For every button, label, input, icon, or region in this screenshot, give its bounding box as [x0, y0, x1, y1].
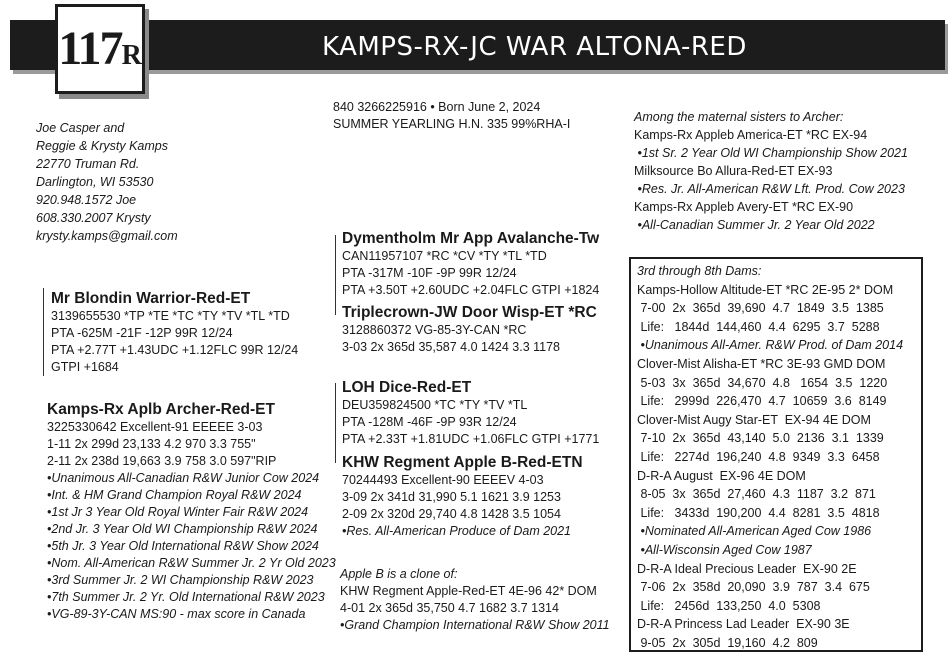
animal-title: KAMPS-RX-JC WAR ALTONA-RED — [322, 32, 747, 62]
maternal-gsire-name: LOH Dice-Red-ET — [342, 379, 472, 396]
maternal-gdam-block — [342, 453, 583, 540]
dam-honor: •3rd Summer Jr. 2 WI Championship R&W 2023 — [47, 573, 314, 587]
dam-record-line: Life: 2456d 133,250 4.0 5308 — [637, 598, 821, 613]
clone-intro: Apple B is a clone of: — [340, 567, 458, 581]
dam-record-line: Clover-Mist Alisha-ET *RC 3E-93 GMD DOM — [637, 356, 886, 371]
owner-line: 608.330.2007 Krysty — [36, 211, 151, 225]
dam-name: Kamps-Rx Aplb Archer-Red-ET — [47, 401, 275, 418]
sisters-intro: Among the maternal sisters to Archer: — [634, 110, 844, 124]
paternal-gsire-line: CAN11957107 *RC *CV *TY *TL *TD — [342, 249, 547, 263]
paternal-gdam-name: Triplecrown-JW Door Wisp-ET *RC — [342, 304, 597, 321]
animal-info — [333, 99, 570, 133]
sister-line: •Res. Jr. All-American R&W Lft. Prod. Cow 2023 — [634, 182, 905, 196]
dam-line: 3225330642 Excellent-91 EEEEE 3-03 — [47, 420, 263, 434]
dam-block — [47, 400, 336, 623]
paternal-gsire-bracket — [335, 235, 336, 315]
dam-line: 2-11 2x 238d 19,663 3.9 758 3.0 597"RIP — [47, 454, 277, 468]
dam-record-line: Kamps-Hollow Altitude-ET *RC 2E-95 2* DOM — [637, 282, 894, 297]
dam-honor: •Nom. All-American R&W Summer Jr. 2 Yr Old 2023 — [47, 556, 336, 570]
dam-line: 1-11 2x 299d 23,133 4.2 970 3.3 755" — [47, 437, 256, 451]
dams-content — [637, 262, 903, 652]
lot-number-box — [55, 4, 145, 94]
clone-note — [340, 566, 610, 634]
owner-line: krysty.kamps@gmail.com — [36, 229, 178, 243]
dam-record-line: •Nominated All-American Aged Cow 1986 — [637, 524, 872, 539]
maternal-gdam-honor: •Res. All-American Produce of Dam 2021 — [342, 524, 572, 538]
sisters-list — [634, 126, 908, 234]
clone-line: 4-01 2x 365d 35,750 4.7 1682 3.7 1314 — [340, 601, 559, 615]
dam-honor: •Unanimous All-Canadian R&W Junior Cow 2024 — [47, 471, 320, 485]
dam-record-line: 9-05 2x 305d 19,160 4.2 809 — [637, 635, 818, 650]
paternal-gdam-line: 3-03 2x 365d 35,587 4.0 1424 3.3 1178 — [342, 340, 561, 354]
sister-line: Kamps-Rx Appleb Avery-ET *RC EX-90 — [634, 200, 854, 214]
owner-contact — [36, 119, 178, 245]
sire-bracket — [43, 288, 44, 376]
owner-line: Reggie & Krysty Kamps — [36, 139, 168, 153]
paternal-gdam-line: 3128860372 VG-85-3Y-CAN *RC — [342, 323, 527, 337]
paternal-gsire-block — [342, 229, 599, 299]
owner-line: 920.948.1572 Joe — [36, 193, 137, 207]
lot-number: 117 — [58, 22, 122, 75]
owner-line: Joe Casper and — [36, 121, 125, 135]
owner-line: Darlington, WI 53530 — [36, 175, 154, 189]
ancestor-dams-box — [629, 257, 923, 652]
dam-record-line: •Unanimous All-Amer. R&W Prod. of Dam 2014 — [637, 338, 904, 353]
maternal-gsire-bracket — [335, 383, 336, 463]
maternal-sisters — [634, 108, 908, 234]
dam-record-line: Life: 1844d 144,460 4.4 6295 3.7 5288 — [637, 319, 880, 334]
dam-record-line: D-R-A Ideal Precious Leader EX-90 2E — [637, 561, 857, 576]
sister-line: •All-Canadian Summer Jr. 2 Year Old 2022 — [634, 218, 875, 232]
class-line: SUMMER YEARLING H.N. 335 99%RHA-I — [333, 117, 571, 131]
sire-name: Mr Blondin Warrior-Red-ET — [51, 290, 251, 307]
dam-record-line: Clover-Mist Augy Star-ET EX-94 4E DOM — [637, 412, 871, 427]
maternal-gsire-line: PTA -128M -46F -9P 93R 12/24 — [342, 415, 517, 429]
dam-record-line: 8-05 3x 365d 27,460 4.3 1187 3.2 871 — [637, 487, 876, 502]
maternal-gsire-line: PTA +2.33T +1.81UDC +1.06FLC GTPI +1771 — [342, 432, 600, 446]
sire-line: GTPI +1684 — [51, 360, 119, 374]
dam-honor: •7th Summer Jr. 2 Yr. Old International R&W 2023 — [47, 590, 325, 604]
paternal-gsire-line: PTA +3.50T +2.60UDC +2.04FLC GTPI +1824 — [342, 283, 600, 297]
dams-intro: 3rd through 8th Dams: — [637, 264, 762, 278]
maternal-gdam-line: 70244493 Excellent-90 EEEEV 4-03 — [342, 473, 544, 487]
sire-block — [51, 289, 298, 376]
lot-suffix: R — [121, 40, 142, 71]
dam-record-line: Life: 3433d 190,200 4.4 8281 3.5 4818 — [637, 505, 880, 520]
dam-record-line: 7-10 2x 365d 43,140 5.0 2136 3.1 1339 — [637, 431, 884, 446]
sire-line: PTA +2.77T +1.43UDC +1.12FLC 99R 12/24 — [51, 343, 299, 357]
dam-record-line: Life: 2274d 196,240 4.8 9349 3.3 6458 — [637, 449, 880, 464]
sire-line: PTA -625M -21F -12P 99R 12/24 — [51, 326, 233, 340]
dam-record-line: D-R-A August EX-96 4E DOM — [637, 468, 806, 483]
paternal-gsire-line: PTA -317M -10F -9P 99R 12/24 — [342, 266, 517, 280]
dam-record-line: 7-00 2x 365d 39,690 4.7 1849 3.5 1385 — [637, 301, 884, 316]
maternal-gsire-block — [342, 378, 599, 448]
maternal-gdam-line: 3-09 2x 341d 31,990 5.1 1621 3.9 1253 — [342, 490, 561, 504]
registration-line: 840 3266225916 • Born June 2, 2024 — [333, 100, 541, 114]
maternal-gsire-line: DEU359824500 *TC *TY *TV *TL — [342, 398, 528, 412]
maternal-gdam-name: KHW Regment Apple B-Red-ETN — [342, 454, 583, 471]
dam-record-line: Life: 2999d 226,470 4.7 10659 3.6 8149 — [637, 394, 887, 409]
sister-line: Kamps-Rx Appleb America-ET *RC EX-94 — [634, 128, 868, 142]
dam-record-line: D-R-A Princess Lad Leader EX-90 3E — [637, 617, 850, 632]
paternal-gdam-block — [342, 303, 597, 356]
dam-honor: •1st Jr 3 Year Old Royal Winter Fair R&W 2024 — [47, 505, 309, 519]
dam-honor: •2nd Jr. 3 Year Old WI Championship R&W 2024 — [47, 522, 318, 536]
dams-list — [637, 281, 903, 653]
title-banner — [10, 20, 945, 70]
owner-line: 22770 Truman Rd. — [36, 157, 140, 171]
sire-line: 3139655530 *TP *TE *TC *TY *TV *TL *TD — [51, 309, 290, 323]
sister-line: Milksource Bo Allura-Red-ET EX-93 — [634, 164, 833, 178]
sister-line: •1st Sr. 2 Year Old WI Championship Show 2021 — [634, 146, 908, 160]
dam-honor: •5th Jr. 3 Year Old International R&W Show 2024 — [47, 539, 319, 553]
clone-line: KHW Regment Apple-Red-ET 4E-96 42* DOM — [340, 584, 597, 598]
dam-record-line: 5-03 3x 365d 34,670 4.8 1654 3.5 1220 — [637, 375, 888, 390]
dam-record-line: •All-Wisconsin Aged Cow 1987 — [637, 542, 812, 557]
dam-record-line: 7-06 2x 358d 20,090 3.9 787 3.4 675 — [637, 580, 870, 595]
dam-honor: •Int. & HM Grand Champion Royal R&W 2024 — [47, 488, 302, 502]
maternal-gdam-line: 2-09 2x 320d 29,740 4.8 1428 3.5 1054 — [342, 507, 561, 521]
clone-honor: •Grand Champion International R&W Show 2011 — [340, 618, 610, 632]
dam-honor: •VG-89-3Y-CAN MS:90 - max score in Canada — [47, 607, 306, 621]
paternal-gsire-name: Dymentholm Mr App Avalanche-Tw — [342, 230, 600, 247]
